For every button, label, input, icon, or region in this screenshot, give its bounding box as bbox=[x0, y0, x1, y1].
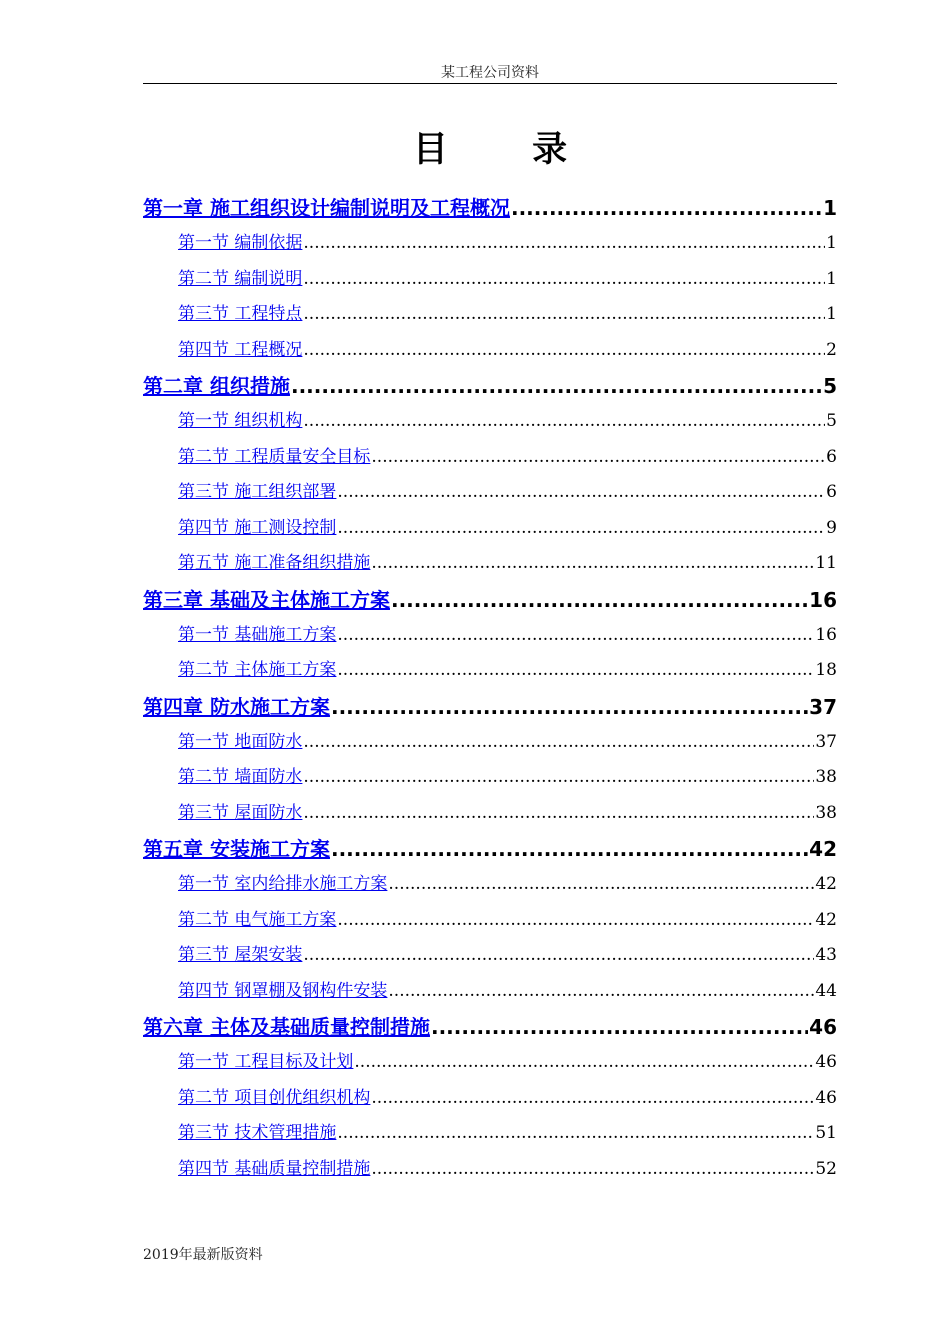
toc-page-number: 38 bbox=[815, 802, 837, 823]
toc-page-number: 5 bbox=[823, 374, 837, 398]
toc-entry-link[interactable]: 第二节 编制说明 bbox=[178, 268, 303, 289]
toc-entry-link[interactable]: 第四章 防水施工方案 bbox=[143, 694, 330, 719]
toc-chapter-entry[interactable] bbox=[143, 190, 837, 226]
toc-section-entry[interactable] bbox=[143, 1045, 837, 1081]
toc-entry-link[interactable]: 第三节 技术管理措施 bbox=[178, 1123, 337, 1143]
toc-entry-link[interactable]: 第四节 工程概况 bbox=[178, 339, 303, 360]
toc-section-entry[interactable] bbox=[143, 867, 837, 903]
toc-dot-leader bbox=[371, 440, 825, 476]
toc-dot-leader bbox=[303, 226, 825, 262]
toc-dot-leader bbox=[303, 297, 825, 333]
toc-chapter-entry[interactable] bbox=[143, 368, 837, 404]
toc-dot-leader bbox=[391, 582, 808, 618]
toc-entry-link[interactable]: 第三节 屋面防水 bbox=[178, 802, 303, 823]
toc-dot-leader bbox=[388, 974, 814, 1010]
toc-dot-leader bbox=[303, 725, 814, 761]
toc-chapter-entry[interactable] bbox=[143, 831, 837, 867]
toc-section-entry[interactable] bbox=[143, 475, 837, 511]
toc-dot-leader bbox=[371, 1152, 814, 1188]
toc-entry-link[interactable]: 第一章 施工组织设计编制说明及工程概况 bbox=[143, 196, 510, 220]
toc-entry-link[interactable]: 第五节 施工准备组织措施 bbox=[178, 553, 371, 573]
toc-dot-leader bbox=[337, 475, 825, 511]
toc-dot-leader bbox=[303, 760, 814, 796]
toc-dot-leader bbox=[331, 831, 808, 867]
toc-page-number: 51 bbox=[815, 1123, 837, 1143]
toc-section-entry[interactable] bbox=[143, 1116, 837, 1152]
toc-section-entry[interactable] bbox=[143, 440, 837, 476]
toc-page-number: 1 bbox=[826, 268, 837, 289]
toc-section-entry[interactable] bbox=[143, 974, 837, 1010]
toc-dot-leader bbox=[354, 1045, 814, 1081]
toc-entry-link[interactable]: 第四节 钢罩棚及钢构件安装 bbox=[178, 980, 388, 1001]
toc-dot-leader bbox=[303, 333, 825, 369]
toc-entry-link[interactable]: 第一节 编制依据 bbox=[178, 233, 303, 253]
toc-entry-link[interactable]: 第二节 墙面防水 bbox=[178, 767, 303, 787]
toc-page-number: 43 bbox=[815, 945, 837, 965]
toc-entry-link[interactable]: 第四节 基础质量控制措施 bbox=[178, 1158, 371, 1179]
table-of-contents bbox=[143, 190, 837, 1187]
toc-page-number: 46 bbox=[809, 1015, 837, 1039]
header-rule bbox=[143, 83, 837, 84]
toc-entry-link[interactable]: 第二节 主体施工方案 bbox=[178, 660, 337, 680]
toc-section-entry[interactable] bbox=[143, 725, 837, 761]
toc-page-number: 5 bbox=[826, 411, 837, 431]
toc-section-entry[interactable] bbox=[143, 262, 837, 298]
page-footer: 2019年最新版资料 bbox=[143, 1247, 263, 1263]
toc-chapter-entry[interactable] bbox=[143, 1009, 837, 1045]
toc-page-number: 42 bbox=[815, 909, 837, 930]
toc-section-entry[interactable] bbox=[143, 1081, 837, 1117]
toc-page-number: 16 bbox=[809, 587, 837, 612]
toc-page-number: 38 bbox=[815, 767, 837, 787]
toc-dot-leader bbox=[388, 867, 814, 903]
toc-page-number: 37 bbox=[809, 694, 837, 719]
toc-section-entry[interactable] bbox=[143, 1152, 837, 1188]
toc-page-number: 16 bbox=[815, 624, 837, 645]
toc-section-entry[interactable] bbox=[143, 546, 837, 582]
toc-dot-leader bbox=[511, 190, 822, 226]
toc-entry-link[interactable]: 第四节 施工测设控制 bbox=[178, 517, 337, 538]
toc-section-entry[interactable] bbox=[143, 226, 837, 262]
page-header: 某工程公司资料 bbox=[441, 65, 539, 81]
toc-page-number: 2 bbox=[826, 339, 837, 360]
toc-dot-leader bbox=[291, 368, 822, 404]
toc-page-number: 6 bbox=[826, 482, 837, 502]
toc-dot-leader bbox=[371, 1081, 814, 1117]
toc-page-number: 1 bbox=[826, 233, 837, 253]
toc-section-entry[interactable] bbox=[143, 404, 837, 440]
toc-entry-link[interactable]: 第一节 室内给排水施工方案 bbox=[178, 874, 388, 894]
toc-page-number: 42 bbox=[815, 874, 837, 894]
toc-page-number: 18 bbox=[815, 660, 837, 680]
toc-dot-leader bbox=[303, 796, 814, 832]
toc-entry-link[interactable]: 第三节 屋架安装 bbox=[178, 945, 303, 965]
toc-dot-leader bbox=[337, 618, 814, 654]
toc-page-number: 1 bbox=[823, 196, 837, 220]
toc-page-number: 44 bbox=[815, 980, 837, 1001]
toc-dot-leader bbox=[303, 938, 814, 974]
toc-dot-leader bbox=[431, 1009, 808, 1045]
toc-page-number: 46 bbox=[815, 1052, 837, 1072]
toc-dot-leader bbox=[331, 689, 808, 725]
toc-entry-link[interactable]: 第三节 施工组织部署 bbox=[178, 482, 337, 502]
toc-section-entry[interactable] bbox=[143, 938, 837, 974]
toc-page-number: 6 bbox=[826, 446, 837, 467]
toc-chapter-entry[interactable] bbox=[143, 582, 837, 618]
toc-section-entry[interactable] bbox=[143, 511, 837, 547]
toc-section-entry[interactable] bbox=[143, 903, 837, 939]
toc-section-entry[interactable] bbox=[143, 796, 837, 832]
toc-page-number: 9 bbox=[826, 517, 837, 538]
toc-entry-link[interactable]: 第二章 组织措施 bbox=[143, 374, 290, 398]
toc-page-number: 42 bbox=[809, 837, 837, 861]
toc-entry-link[interactable]: 第一节 工程目标及计划 bbox=[178, 1052, 354, 1072]
toc-section-entry[interactable] bbox=[143, 618, 837, 654]
toc-entry-link[interactable]: 第一节 组织机构 bbox=[178, 411, 303, 431]
toc-page-number: 52 bbox=[815, 1158, 837, 1179]
toc-dot-leader bbox=[337, 511, 825, 547]
toc-dot-leader bbox=[303, 262, 825, 298]
toc-dot-leader bbox=[337, 1116, 814, 1152]
toc-page-number: 37 bbox=[815, 731, 837, 752]
toc-section-entry[interactable] bbox=[143, 297, 837, 333]
toc-entry-link[interactable]: 第一节 地面防水 bbox=[178, 731, 303, 752]
toc-entry-link[interactable]: 第五章 安装施工方案 bbox=[143, 837, 330, 861]
toc-entry-link[interactable]: 第一节 基础施工方案 bbox=[178, 624, 337, 645]
toc-entry-link[interactable]: 第二节 项目创优组织机构 bbox=[178, 1087, 371, 1108]
toc-entry-link[interactable]: 第六章 主体及基础质量控制措施 bbox=[143, 1015, 430, 1039]
toc-dot-leader bbox=[337, 903, 814, 939]
toc-page-number: 46 bbox=[815, 1087, 837, 1108]
toc-entry-link[interactable]: 第三章 基础及主体施工方案 bbox=[143, 587, 390, 612]
toc-dot-leader bbox=[371, 546, 814, 582]
toc-entry-link[interactable]: 第二节 工程质量安全目标 bbox=[178, 446, 371, 467]
toc-entry-link[interactable]: 第三节 工程特点 bbox=[178, 304, 303, 324]
toc-chapter-entry[interactable] bbox=[143, 689, 837, 725]
toc-entry-link[interactable]: 第二节 电气施工方案 bbox=[178, 909, 337, 930]
toc-section-entry[interactable] bbox=[143, 333, 837, 369]
toc-dot-leader bbox=[337, 653, 814, 689]
toc-section-entry[interactable] bbox=[143, 760, 837, 796]
toc-section-entry[interactable] bbox=[143, 653, 837, 689]
toc-dot-leader bbox=[303, 404, 825, 440]
toc-page-number: 11 bbox=[815, 553, 837, 573]
page-title: 目 录 bbox=[412, 130, 604, 170]
toc-page-number: 1 bbox=[826, 304, 837, 324]
